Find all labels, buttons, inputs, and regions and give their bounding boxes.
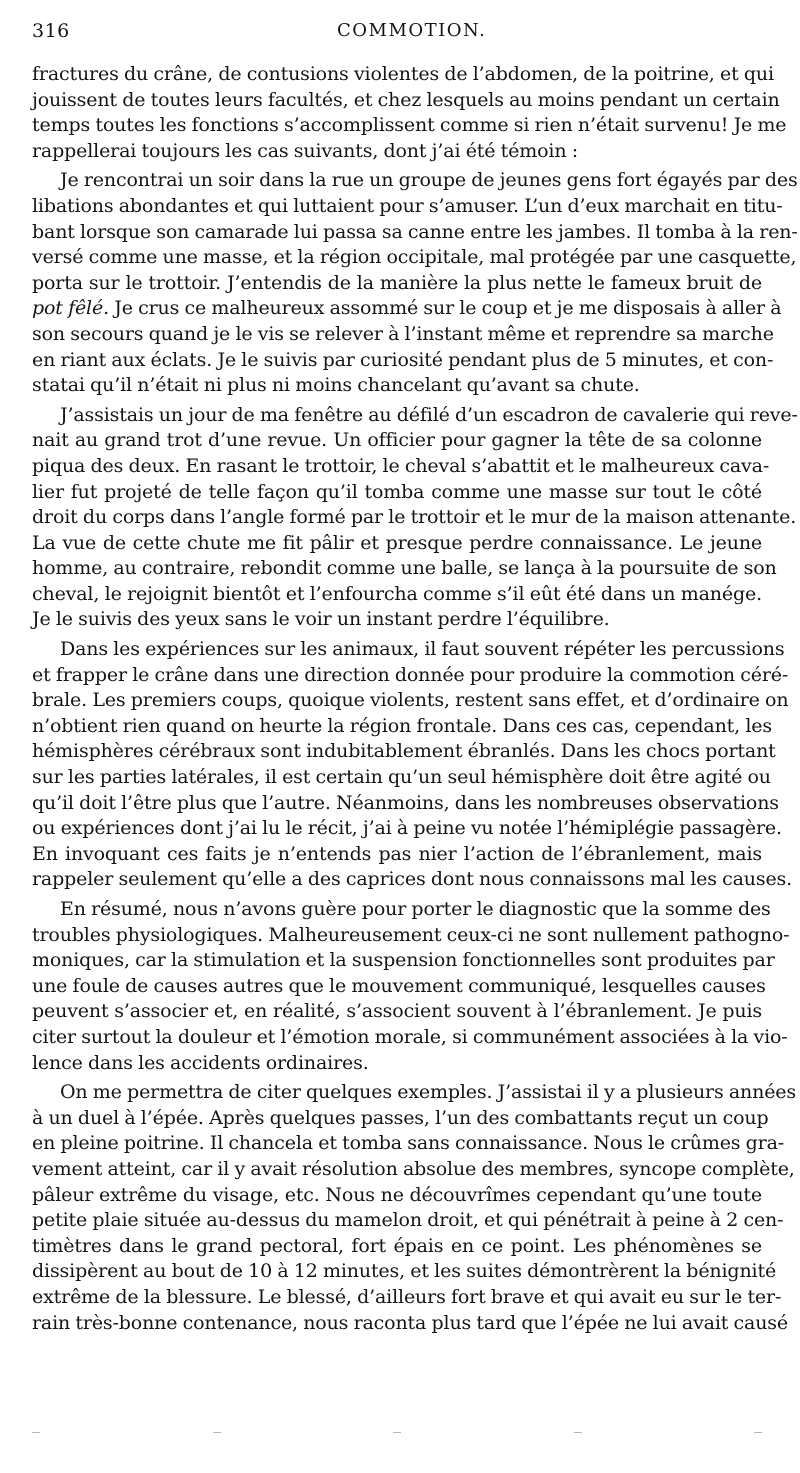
- page-header: [32, 6, 772, 46]
- text-line: On me permettra de citer quelques exemples. J’assistai il y a plusieurs années: [60, 1081, 796, 1104]
- text-line: pâleur extrême du visage, etc. Nous ne découvrîmes cependant qu’une toute: [32, 1183, 762, 1206]
- scan-mark: [754, 1432, 762, 1433]
- text-line: son secours quand je le vis se relever à l’instant même et reprendre sa marche: [32, 322, 774, 345]
- text-line: lier fut projeté de telle façon qu’il tomba comme une masse sur tout le côté: [32, 480, 762, 503]
- text-line: rain très-bonne contenance, nous raconta plus tard que l’épée ne lui avait causé: [32, 1311, 788, 1334]
- text-line: extrême de la blessure. Le blessé, d’ailleurs fort brave et qui avait eu sur le ter-: [32, 1285, 782, 1308]
- text-line: nait au grand trot d’une revue. Un officier pour gagner la tête de sa colonne: [32, 429, 762, 452]
- text-line: moniques, car la stimulation et la suspension fonctionnelles sont produites par: [32, 949, 775, 972]
- scan-mark: [32, 1432, 40, 1433]
- text-line: Je le suivis des yeux sans le voir un instant perdre l’équilibre.: [32, 608, 610, 631]
- text-line: brale. Les premiers coups, quoique violents, restent sans effet, et d’ordinaire on: [32, 689, 789, 712]
- scan-mark: [574, 1432, 582, 1433]
- text-line: timètres dans le grand pectoral, fort épais en ce point. Les phénomènes se: [32, 1234, 762, 1257]
- text-line: J’assistais un jour de ma fenêtre au défilé d’un escadron de cavalerie qui reve-: [60, 403, 798, 426]
- paragraph: [32, 403, 798, 633]
- text-line: pot fêlé. Je crus ce malheureux assommé sur le coup et je me disposais à aller à: [32, 297, 782, 320]
- text-line: cheval, le rejoignit bientôt et l’enfourcha comme s’il eût été dans un manége.: [32, 582, 762, 605]
- text-line: fractures du crâne, de contusions violentes de l’abdomen, de la poitrine, et qui: [32, 63, 774, 85]
- text-line: Dans les expériences sur les animaux, il faut souvent répéter les percussions: [60, 638, 785, 661]
- text-line: citer surtout la douleur et l’émotion morale, si communément associées à la vio-: [32, 1025, 788, 1048]
- paragraph: [32, 1080, 796, 1336]
- text-line: vement atteint, car il y avait résolution absolue des membres, syncope complète,: [32, 1157, 795, 1180]
- running-title: COMMOTION.: [337, 20, 487, 41]
- text-line: Je rencontrai un soir dans la rue un groupe de jeunes gens fort égayés par des: [60, 169, 798, 192]
- scan-mark: [213, 1432, 221, 1433]
- text-line: à un duel à l’épée. Après quelques passes, l’un des combattants reçut un coup: [32, 1106, 769, 1129]
- scan-mark: [393, 1432, 401, 1433]
- text-line: lence dans les accidents ordinaires.: [32, 1051, 369, 1074]
- text-line: n’obtient rien quand on heurte la région frontale. Dans ces cas, cependant, les: [32, 714, 772, 737]
- text-line: piqua des deux. En rasant le trottoir, le cheval s’abattit et le malheureux cava-: [32, 454, 770, 477]
- text-line: ou expériences dont j’ai lu le récit, j’ai à peine vu notée l’hémiplégie passagère.: [32, 817, 782, 840]
- text-line: une foule de causes autres que le mouvement communiqué, lesquelles causes: [32, 974, 766, 997]
- text-line: statai qu’il n’était ni plus ni moins chancelant qu’avant sa chute.: [32, 374, 640, 397]
- text-line: sur les parties latérales, il est certain qu’un seul hémisphère doit être agité ou: [32, 766, 771, 789]
- text-line: petite plaie située au-dessus du mamelon droit, et qui pénétrait à peine à 2 cen-: [32, 1209, 784, 1232]
- text-line: homme, au contraire, rebondit comme une balle, se lança à la poursuite de son: [32, 557, 777, 580]
- footer-scan-marks: [32, 1432, 762, 1446]
- text-line: qu’il doit l’être plus que l’autre. Néanmoins, dans les nombreuses observations: [32, 791, 779, 814]
- paragraph: [32, 897, 790, 1076]
- text-line: rappeler seulement qu’elle a des caprices dont nous connaissons mal les causes.: [32, 868, 793, 891]
- body-text: [32, 62, 798, 1336]
- text-line: et frapper le crâne dans une direction donnée pour produire la commotion céré-: [32, 663, 789, 686]
- text-line: rappellerai toujours les cas suivants, dont j’ai été témoin :: [32, 139, 578, 162]
- text-line: La vue de cette chute me fit pâlir et presque perdre connaissance. Le jeune: [32, 531, 762, 554]
- text-line: jouissent de toutes leurs facultés, et chez lesquels au moins pendant un certain: [32, 88, 780, 111]
- text-line: En invoquant ces faits je n’entends pas nier l’action de l’ébranlement, mais: [32, 842, 762, 865]
- text-line: peuvent s’associer et, en réalité, s’associent souvent à l’ébranlement. Je puis: [32, 1000, 762, 1023]
- paragraph: [32, 168, 798, 398]
- text-line: en riant aux éclats. Je le suivis par curiosité pendant plus de 5 minutes, et con-: [32, 348, 774, 371]
- paragraph: [32, 62, 787, 164]
- text-line: versé comme une masse, et la région occipitale, mal protégée par une casquette,: [32, 246, 797, 269]
- text-line: En résumé, nous n’avons guère pour porter le diagnostic que la somme des: [60, 898, 771, 920]
- text-line: bant lorsque son camarade lui passa sa canne entre les jambes. Il tomba à la ren-: [32, 220, 798, 243]
- paragraph: [32, 637, 793, 893]
- text-line: porta sur le trottoir. J’entendis de la manière la plus nette le fameux bruit de: [32, 271, 762, 294]
- text-line: hémisphères cérébraux sont indubitablement ébranlés. Dans les chocs portant: [32, 740, 776, 763]
- text-line: dissipèrent au bout de 10 à 12 minutes, et les suites démontrèrent la bénignité: [32, 1260, 777, 1283]
- text-line: temps toutes les fonctions s’accomplissent comme si rien n’était survenu! Je me: [32, 114, 787, 137]
- text-line: en pleine poitrine. Il chancela et tomba sans connaissance. Nous le crûmes gra-: [32, 1132, 785, 1155]
- page-number: 316: [32, 20, 70, 42]
- text-line: libations abondantes et qui luttaient pour s’amuser. L’un d’eux marchait en titu-: [32, 194, 783, 217]
- text-line: droit du corps dans l’angle formé par le trottoir et le mur de la maison attenante.: [32, 506, 797, 529]
- text-line: troubles physiologiques. Malheureusement ceux-ci ne sont nullement pathogno-: [32, 923, 790, 946]
